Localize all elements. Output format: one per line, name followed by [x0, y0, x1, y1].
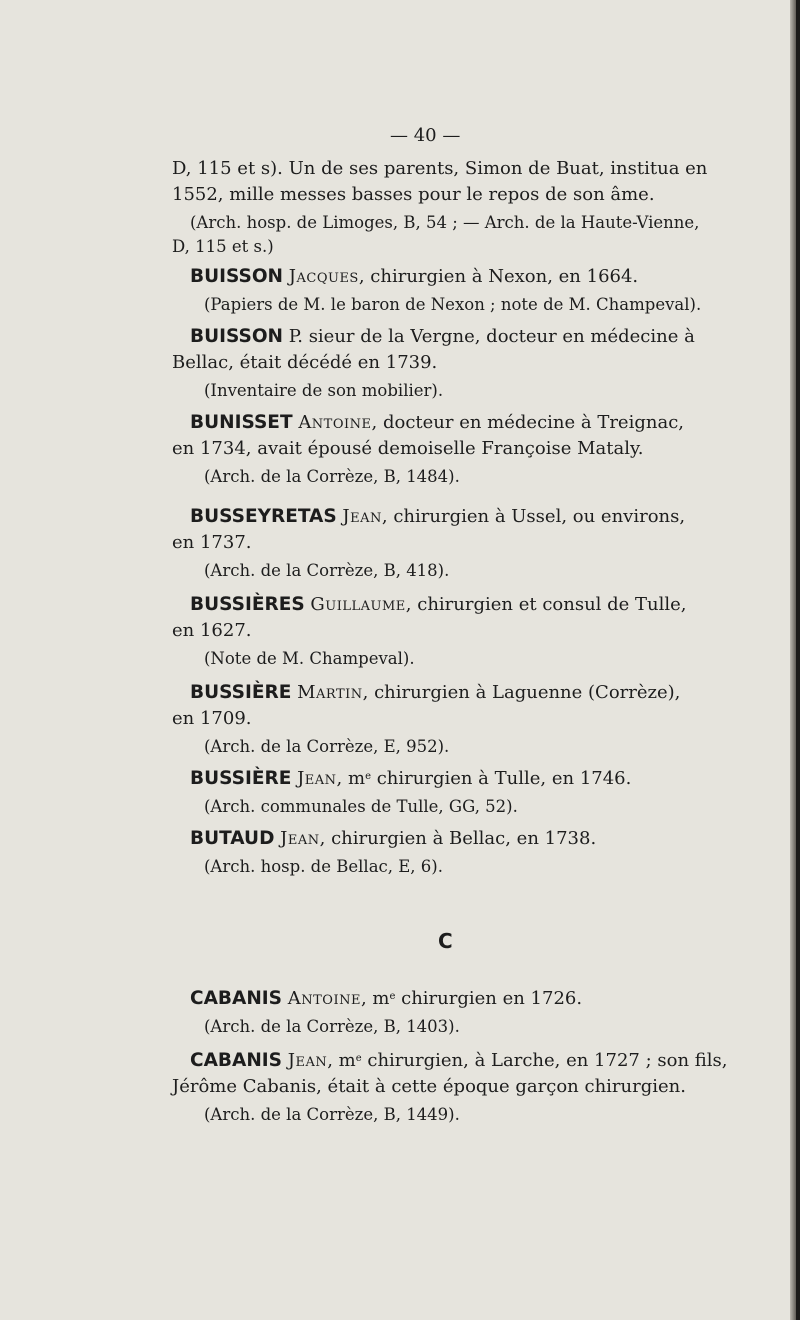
entry-ref: (Arch. hosp. de Bellac, E, 6). [204, 857, 443, 876]
entry-continuation: en 1734, avait épousé demoiselle Françoise Mataly. [172, 438, 644, 459]
entry-buisson-p [190, 326, 695, 348]
entry-text: , chirurgien à Bellac, en 1738. [319, 828, 597, 849]
entry-surname: BUSSIÈRE [190, 682, 292, 703]
entry-ref: (Arch. de la Corrèze, E, 952). [204, 737, 450, 756]
entry-forename: Martin [297, 682, 363, 703]
page-edge [796, 0, 800, 1320]
entry-ref: (Arch. de la Corrèze, B, 1449). [204, 1105, 460, 1124]
page-number: — 40 — [390, 125, 461, 146]
entry-text: , chirurgien à Laguenne (Corrèze), [362, 682, 681, 703]
entry-superscript: e [389, 991, 396, 1002]
continuation-ref-2: D, 115 et s.) [172, 237, 274, 256]
entry-ref: (Arch. de la Corrèze, B, 1484). [204, 467, 460, 486]
entry-bunisset-antoine [190, 412, 684, 434]
entry-superscript: e [355, 1053, 362, 1064]
section-letter: C [438, 929, 453, 953]
entry-text: , chirurgien à Ussel, ou environs, [381, 506, 686, 527]
entry-cabanis-antoine [190, 988, 582, 1010]
entry-ref: (Papiers de M. le baron de Nexon ; note de M. Champeval). [204, 295, 702, 314]
entry-surname: BUSSIÈRE [190, 768, 292, 789]
continuation-line-2: 1552, mille messes basses pour le repos de son âme. [172, 184, 655, 205]
entry-text: , docteur en médecine à Treignac, [371, 412, 684, 433]
entry-superscript: e [365, 771, 371, 782]
entry-forename: Jean [297, 768, 337, 789]
entry-bussiere-martin [190, 682, 680, 704]
entry-surname: BUTAUD [190, 828, 275, 849]
entry-surname: BUSSIÈRES [190, 594, 305, 615]
entry-continuation: Jérôme Cabanis, était à cette époque garçon chirurgien. [172, 1076, 686, 1097]
entry-cabanis-jean [190, 1050, 727, 1072]
entry-ref: (Arch. communales de Tulle, GG, 52). [204, 797, 518, 816]
entry-butaud-jean [190, 828, 596, 850]
entry-forename: Antoine [287, 988, 361, 1009]
entry-surname: BUNISSET [190, 412, 293, 433]
entry-text: sieur de la Vergne, docteur en médecine à [302, 326, 695, 347]
entry-forename: Jean [342, 506, 382, 527]
entry-buisson-jacques [190, 266, 638, 288]
entry-forename: Jean [280, 828, 320, 849]
entry-ref: (Arch. de la Corrèze, B, 1403). [204, 1017, 460, 1036]
entry-forename: P. [288, 326, 303, 347]
entry-ref: (Inventaire de son mobilier). [204, 381, 444, 400]
entry-text: , chirurgien à Nexon, en 1664. [358, 266, 639, 287]
entry-continuation: en 1627. [172, 620, 252, 641]
entry-continuation: Bellac, était décédé en 1739. [172, 352, 438, 373]
entry-busseyretas-jean [190, 506, 685, 528]
entry-text: , m [336, 768, 366, 789]
entry-continuation: en 1709. [172, 708, 252, 729]
entry-continuation: en 1737. [172, 532, 252, 553]
entry-bussiere-jean [190, 768, 631, 790]
entry-ref: (Arch. de la Corrèze, B, 418). [204, 561, 450, 580]
entry-bussieres-guillaume [190, 594, 687, 616]
entry-forename: Jean [287, 1050, 328, 1071]
entry-text: , m [327, 1050, 356, 1071]
entry-forename: Jacques [288, 266, 359, 287]
entry-text: chirurgien en 1726. [395, 988, 583, 1009]
continuation-line-1: D, 115 et s). Un de ses parents, Simon de Buat, institua en [172, 158, 708, 179]
entry-surname: CABANIS [190, 988, 283, 1009]
entry-text: chirurgien à Tulle, en 1746. [370, 768, 632, 789]
entry-surname: BUISSON [190, 266, 284, 287]
entry-forename: Antoine [298, 412, 372, 433]
entry-text: , chirurgien et consul de Tulle, [405, 594, 687, 615]
continuation-ref-1: (Arch. hosp. de Limoges, B, 54 ; — Arch. de la Haute-Vienne, [190, 213, 700, 232]
entry-forename: Guillaume [310, 594, 406, 615]
entry-text: , m [360, 988, 390, 1009]
entry-surname: BUSSEYRETAS [190, 506, 337, 527]
entry-text: chirurgien, à Larche, en 1727 ; son fils, [361, 1050, 728, 1071]
entry-ref: (Note de M. Champeval). [204, 649, 415, 668]
entry-surname: CABANIS [190, 1050, 283, 1071]
entry-surname: BUISSON [190, 326, 284, 347]
